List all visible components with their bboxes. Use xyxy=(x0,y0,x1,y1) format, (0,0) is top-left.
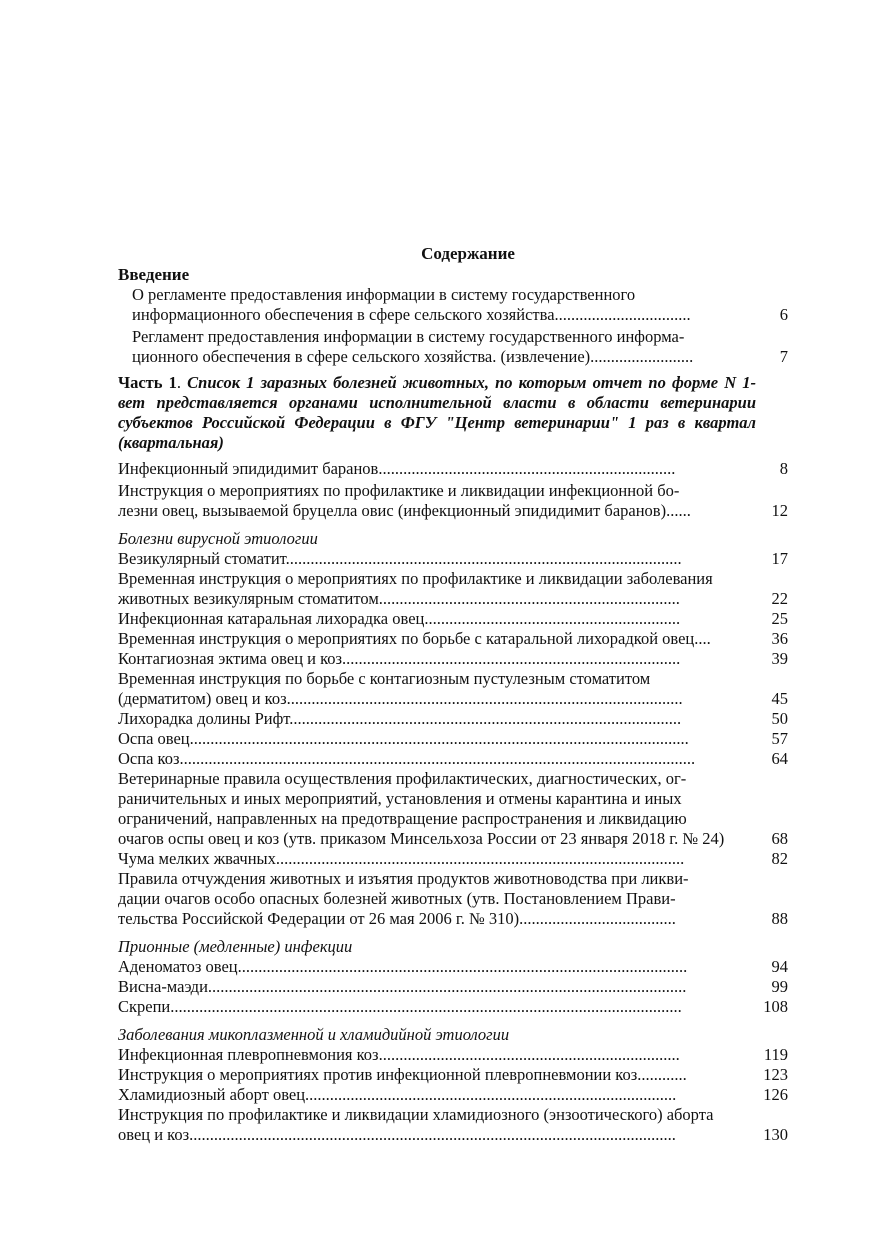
toc-entry xyxy=(118,327,788,367)
part1-list xyxy=(118,459,788,521)
toc-entry xyxy=(118,1105,788,1145)
toc-entry-text xyxy=(118,1085,758,1105)
table-of-contents xyxy=(118,243,788,1145)
toc-page-number: 88 xyxy=(771,909,788,928)
page-title: Содержание xyxy=(421,244,515,263)
toc-entry-text xyxy=(118,327,758,367)
toc-entry-line: Скрепи............................................................................................................................ xyxy=(118,997,682,1016)
toc-entry-line: ограничений, направленных на предотвращение распространения и ликвидацию xyxy=(118,809,687,828)
toc-entry-line: овец и коз...................................................................................................................... xyxy=(118,1125,676,1144)
toc-page-number: 82 xyxy=(771,849,788,868)
toc-entry-line: (дерматитом) овец и коз................................................................................................ xyxy=(118,689,683,708)
toc-page-number: 25 xyxy=(771,609,788,628)
toc-page-number: 8 xyxy=(779,459,788,478)
toc-page-number: 6 xyxy=(779,305,788,324)
toc-entry xyxy=(118,729,788,749)
section-heading: Прионные (медленные) инфекции xyxy=(118,937,353,956)
intro-heading: Введение xyxy=(118,265,190,284)
toc-page-number: 45 xyxy=(771,689,788,708)
toc-entry-line: очагов оспы овец и коз (утв. приказом Минсельхоза России от 23 января 2018 г. № 24) xyxy=(118,829,725,848)
toc-entry xyxy=(118,481,788,521)
toc-entry-line: Ветеринарные правила осуществления профилактических, диагностических, ог- xyxy=(118,769,687,788)
toc-page-number: 22 xyxy=(771,589,788,608)
toc-entry-line: Везикулярный стоматит................................................................................................ xyxy=(118,549,682,568)
toc-entry-text xyxy=(118,957,758,977)
toc-page-number: 123 xyxy=(763,1065,788,1084)
part1-label: Часть 1 xyxy=(118,373,177,392)
toc-entry-line: Лихорадка долины Рифт............................................................................................... xyxy=(118,709,682,728)
toc-entry-text xyxy=(118,849,758,869)
toc-entry-text xyxy=(118,749,758,769)
toc-entry-text xyxy=(118,285,758,325)
toc-entry xyxy=(118,997,788,1017)
toc-page-number: 94 xyxy=(771,957,788,976)
toc-entry-line: Висна-маэди.................................................................................................................... xyxy=(118,977,687,996)
toc-entry-line: Временная инструкция о мероприятиях по борьбе с катаральной лихорадкой овец.... xyxy=(118,629,711,648)
section-heading: Болезни вирусной этиологии xyxy=(118,529,318,548)
toc-entry-text xyxy=(118,459,758,479)
toc-page-number: 130 xyxy=(763,1125,788,1144)
part1-heading xyxy=(118,373,756,453)
toc-entry-text xyxy=(118,769,758,849)
toc-entry-text xyxy=(118,649,758,669)
toc-page-number: 119 xyxy=(763,1045,788,1064)
toc-entry-text xyxy=(118,1065,758,1085)
toc-entry-text xyxy=(118,669,758,709)
toc-entry-line: Инфекционная плевропневмония коз......................................................................... xyxy=(118,1045,680,1064)
toc-entry xyxy=(118,709,788,729)
toc-entry-text xyxy=(118,1045,758,1065)
intro-list xyxy=(118,285,788,367)
toc-page-number: 57 xyxy=(771,729,788,748)
toc-entry-line: тельства Российской Федерации от 26 мая 2006 г. № 310)...................................... xyxy=(118,909,676,928)
toc-entry-line: Временная инструкция о мероприятиях по профилактике и ликвидации заболевания xyxy=(118,569,713,588)
toc-entry xyxy=(118,569,788,609)
section-heading: Заболевания микоплазменной и хламидийной этиологии xyxy=(118,1025,510,1044)
toc-page-number: 50 xyxy=(771,709,788,728)
toc-entry-line: лезни овец, вызываемой бруцелла овис (инфекционный эпидидимит баранов)...... xyxy=(118,501,691,520)
toc-entry-line: Инфекционная катаральная лихорадка овец.............................................................. xyxy=(118,609,681,628)
toc-page-number: 12 xyxy=(771,501,788,520)
toc-entry xyxy=(118,1065,788,1085)
toc-entry xyxy=(118,649,788,669)
part1-title: Список 1 заразных болезней животных, по которым отчет по форме N 1-вет представляется органами исполнительной власти в области ветеринарии субъектов Российской Федерации в ФГУ "Центр ветеринарии" 1 раз в квартал (квартальная) xyxy=(118,373,757,452)
toc-entry-line: раничительных и иных мероприятий, установления и отмены карантина и иных xyxy=(118,789,682,808)
toc-entry-line: информационного обеспечения в сфере сельского хозяйства................................. xyxy=(132,305,691,324)
toc-entry-text xyxy=(118,977,758,997)
toc-entry-line: Аденоматоз овец............................................................................................................. xyxy=(118,957,688,976)
toc-entry xyxy=(118,977,788,997)
toc-entry-line: животных везикулярным стоматитом......................................................................... xyxy=(118,589,680,608)
toc-entry-line: Правила отчуждения животных и изъятия продуктов животноводства при ликви- xyxy=(118,869,689,888)
toc-entry xyxy=(118,849,788,869)
part1-sep: . xyxy=(176,373,188,392)
toc-page-number: 108 xyxy=(763,997,788,1016)
toc-entry xyxy=(118,957,788,977)
toc-page-number: 17 xyxy=(771,549,788,568)
toc-page-number: 68 xyxy=(771,829,788,848)
toc-entry-line: О регламенте предоставления информации в систему государственного xyxy=(132,285,636,304)
toc-entry-line: Чума мелких жвачных................................................................................................... xyxy=(118,849,685,868)
toc-entry-text xyxy=(118,569,758,609)
toc-entry-line: Хламидиозный аборт овец.......................................................................................... xyxy=(118,1085,677,1104)
toc-entry-text xyxy=(118,481,758,521)
toc-entry-line: Временная инструкция по борьбе с контагиозным пустулезным стоматитом xyxy=(118,669,651,688)
toc-entry-line: Инструкция по профилактике и ликвидации хламидиозного (энзоотического) аборта xyxy=(118,1105,714,1124)
toc-page-number: 126 xyxy=(763,1085,788,1104)
sections xyxy=(118,529,788,1145)
toc-entry-line: Контагиозная эктима овец и коз.................................................................................. xyxy=(118,649,681,668)
toc-entry-line: Регламент предоставления информации в систему государственного информа- xyxy=(132,327,685,346)
toc-entry xyxy=(118,869,788,929)
toc-entry-text xyxy=(118,869,758,929)
toc-entry xyxy=(118,285,788,325)
toc-page-number: 36 xyxy=(771,629,788,648)
toc-entry-line: Оспа овец......................................................................................................................... xyxy=(118,729,689,748)
toc-entry xyxy=(118,749,788,769)
toc-entry-line: Инфекционный эпидидимит баранов........................................................................ xyxy=(118,459,676,478)
toc-page-number: 7 xyxy=(779,347,788,366)
toc-entry-text xyxy=(118,997,758,1017)
toc-page-number: 64 xyxy=(771,749,788,768)
toc-page-number: 99 xyxy=(771,977,788,996)
toc-entry xyxy=(118,549,788,569)
toc-entry xyxy=(118,459,788,479)
toc-entry-line: Оспа коз............................................................................................................................. xyxy=(118,749,696,768)
toc-entry-text xyxy=(118,629,758,649)
toc-entry-line: ционного обеспечения в сфере сельского хозяйства. (извлечение)......................... xyxy=(132,347,694,366)
toc-entry-text xyxy=(118,1105,758,1145)
toc-entry-line: Инструкция о мероприятиях против инфекционной плевропневмонии коз............ xyxy=(118,1065,687,1084)
toc-entry-text xyxy=(118,549,758,569)
toc-entry-text xyxy=(118,709,758,729)
toc-entry xyxy=(118,1085,788,1105)
toc-entry-line: дации очагов особо опасных болезней животных (утв. Постановлением Прави- xyxy=(118,889,676,908)
toc-entry xyxy=(118,609,788,629)
toc-entry-text xyxy=(118,729,758,749)
toc-entry-text xyxy=(118,609,758,629)
toc-entry xyxy=(118,629,788,649)
toc-entry-line: Инструкция о мероприятиях по профилактике и ликвидации инфекционной бо- xyxy=(118,481,680,500)
toc-entry xyxy=(118,1045,788,1065)
toc-entry xyxy=(118,669,788,709)
toc-page-number: 39 xyxy=(771,649,788,668)
toc-entry xyxy=(118,769,788,849)
